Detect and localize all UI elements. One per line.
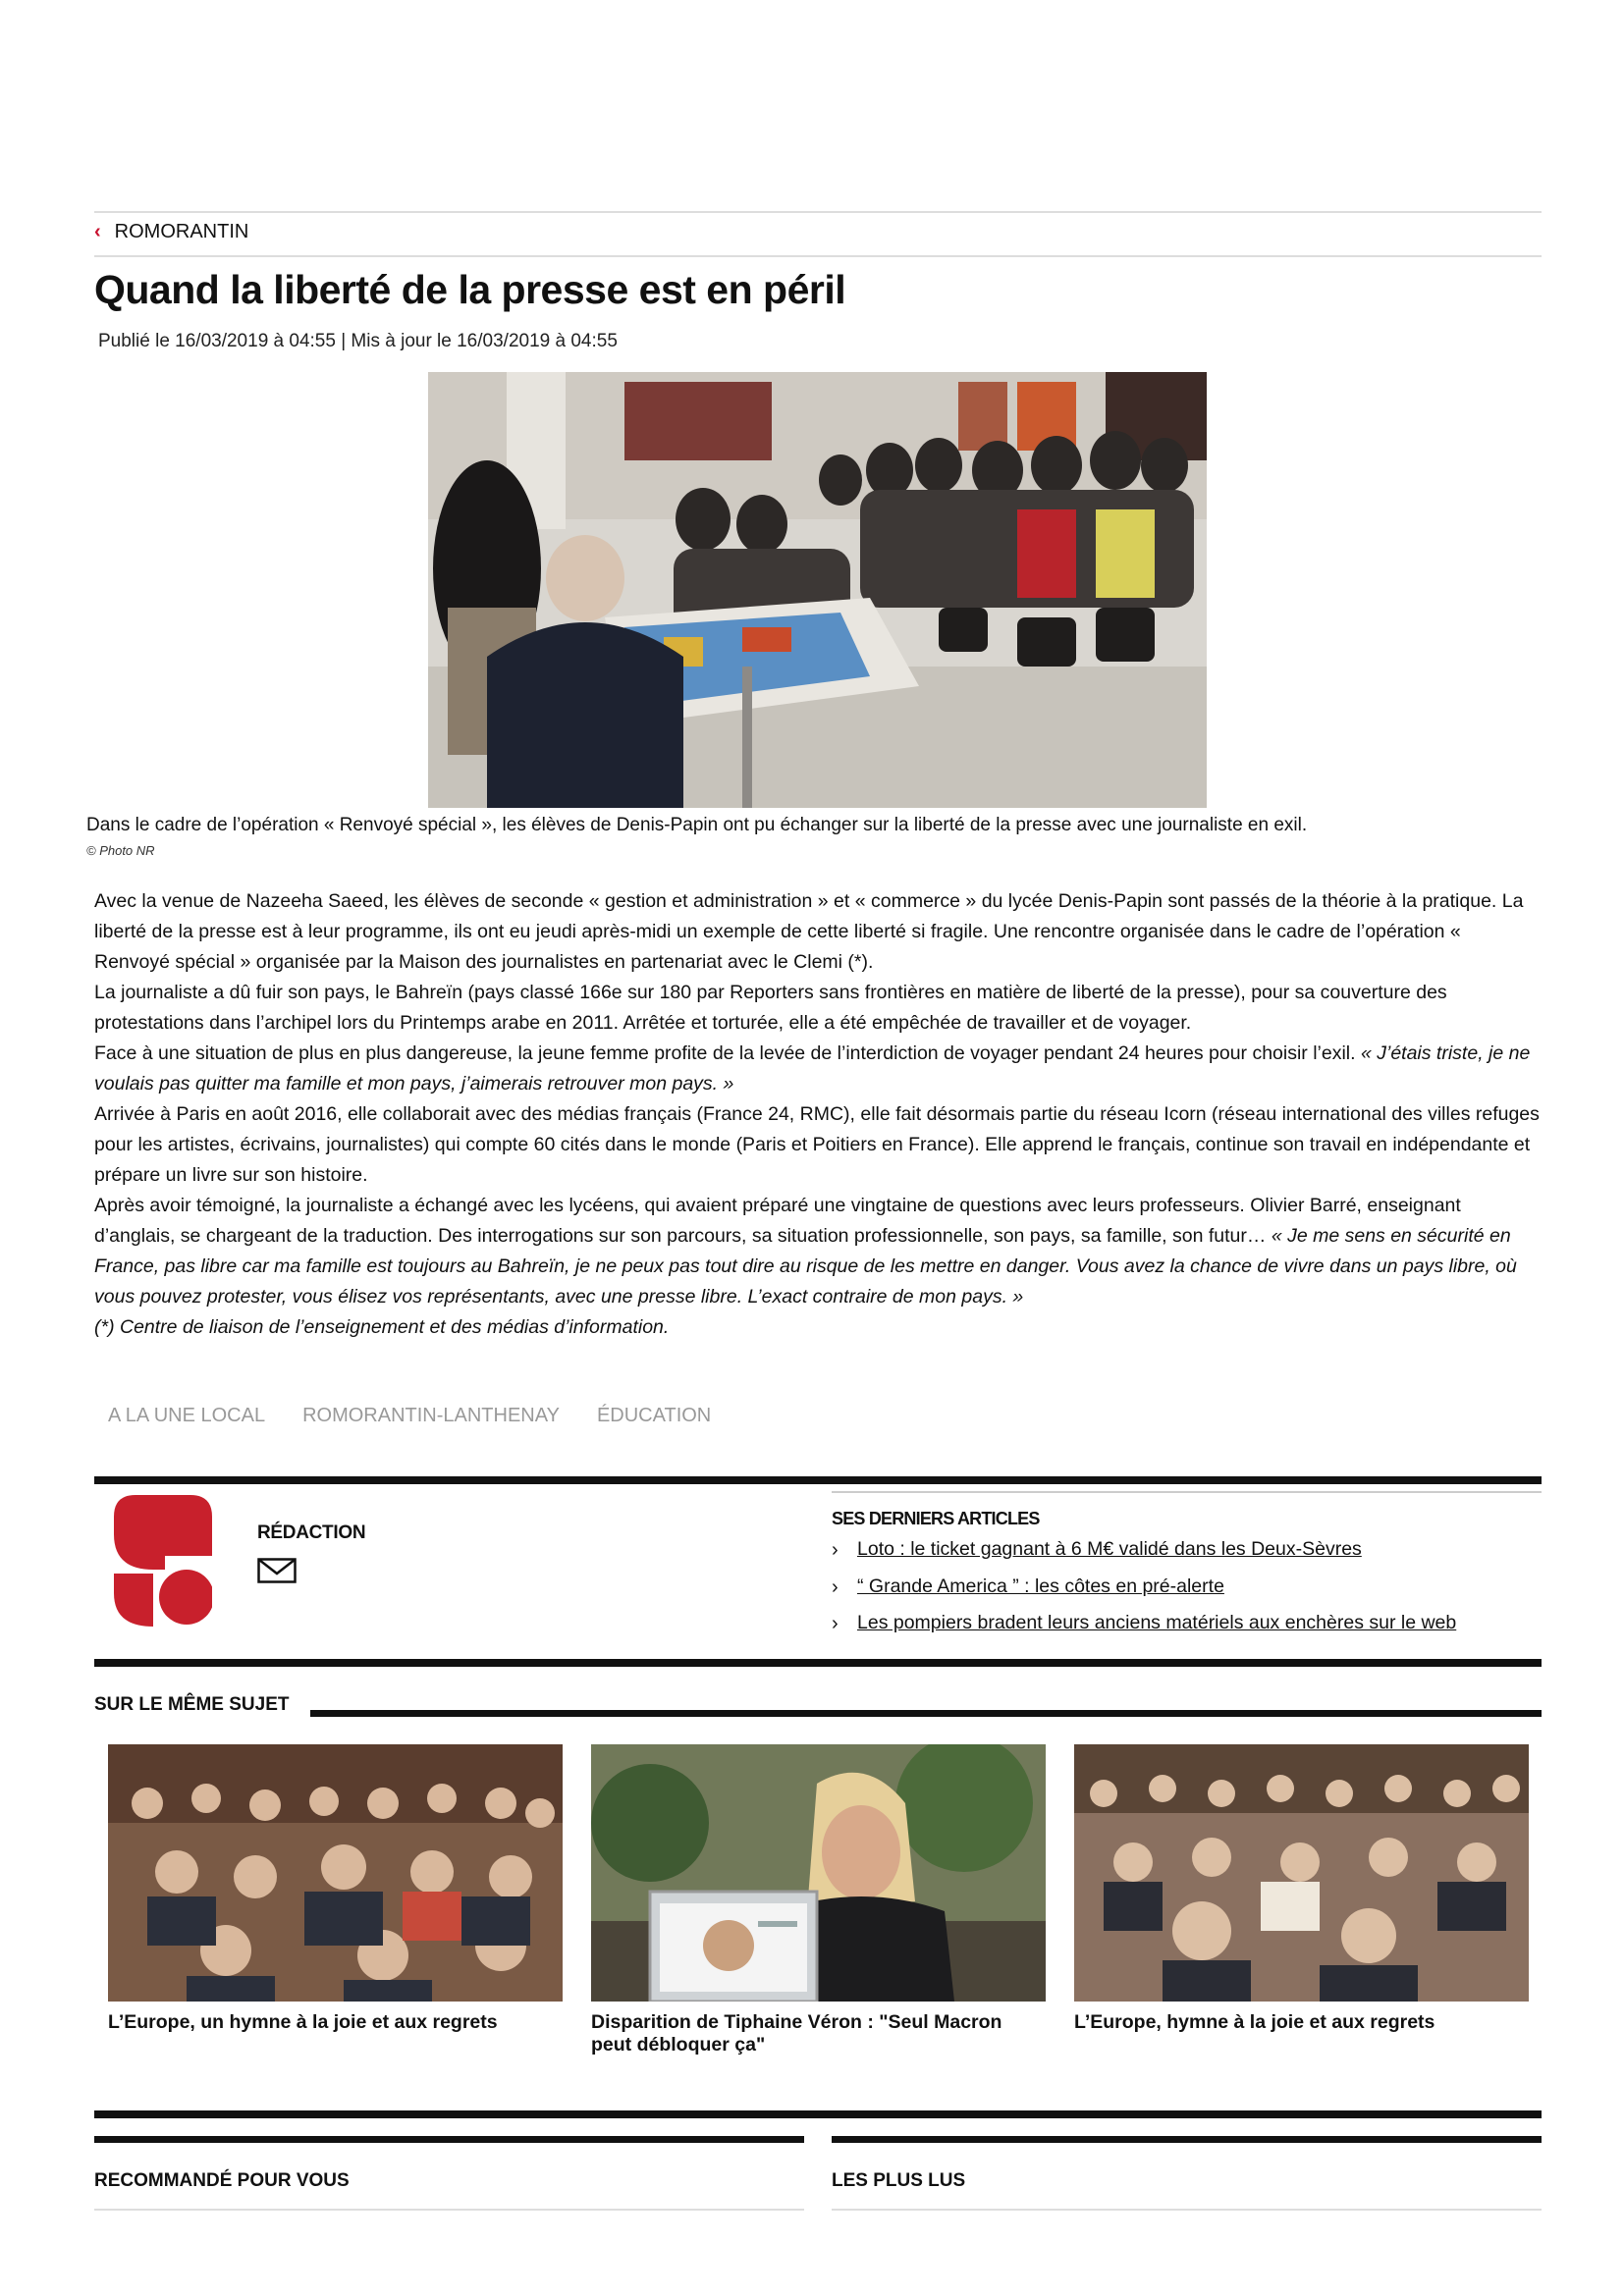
related-image[interactable] — [591, 1744, 1046, 2002]
latest-divider — [832, 1491, 1542, 1493]
related-card[interactable] — [108, 1744, 563, 2034]
chevron-right-icon: › — [832, 1539, 839, 1561]
related-image[interactable] — [108, 1744, 563, 2002]
breadcrumb-divider — [94, 255, 1542, 257]
most-read-bar — [832, 2136, 1542, 2143]
breadcrumb-label: ROMORANTIN — [114, 221, 249, 242]
photo-credit: © Photo NR — [86, 843, 155, 858]
article-meta: Publié le 16/03/2019 à 04:55 | Mis à jour le 16/03/2019 à 04:55 — [98, 331, 618, 351]
paragraph — [94, 1039, 1542, 1099]
paragraph-text: Face à une situation de plus en plus dangereuse, la jeune femme profite de la levée de l’interdiction de voyager pendant 24 heures pour choisir l’exil. — [94, 1042, 1361, 1064]
paragraph: La journaliste a dû fuir son pays, le Bahreïn (pays classé 166e sur 180 par Reporters sans frontières en matière de liberté de la presse), pour sa couverture des protestations dans l’archipel lors du Printemps arabe en 2011. Arrêtée et torturée, elle a été empêchée de travailler et de voyager. — [94, 982, 1447, 1034]
tag-list — [108, 1405, 711, 1427]
tag-link[interactable]: ÉDUCATION — [596, 1405, 712, 1426]
top-divider — [94, 211, 1542, 213]
quote: « Je me sens en sécurité en France, pas libre car ma famille est toujours au Bahreïn, je ne peux pas tout dire au risque de les mettre en danger. Vous avez la chance de vivre dans un pays libre, où vous pouvez protester, vous élisez vos représentants, avec une presse libre. L’exact contraire de mon pays. » — [94, 1225, 1517, 1308]
related-image[interactable] — [1074, 1744, 1529, 2002]
bottom-top-bar — [94, 2110, 1542, 2118]
latest-articles-list — [832, 1538, 1456, 1649]
nr-logo — [114, 1495, 212, 1627]
author-top-bar — [94, 1476, 1542, 1484]
mail-icon[interactable] — [257, 1558, 297, 1583]
chevron-left-icon: ‹ — [94, 221, 101, 242]
photo-caption: Dans le cadre de l’opération « Renvoyé spécial », les élèves de Denis-Papin ont pu échanger sur la liberté de la presse avec une journaliste en exil. — [86, 815, 1308, 835]
same-subject-title: SUR LE MÊME SUJET — [94, 1694, 290, 1715]
article-photo — [428, 372, 1207, 808]
recommended-title: RECOMMANDÉ POUR VOUS — [94, 2170, 350, 2191]
list-item[interactable] — [832, 1575, 1456, 1613]
list-item[interactable] — [832, 1538, 1456, 1575]
same-subject-bar — [310, 1710, 1542, 1717]
paragraph — [94, 1191, 1542, 1312]
paragraph: Avec la venue de Nazeeha Saeed, les élèves de seconde « gestion et administration » et « commerce » du lycée Denis-Papin sont passés de la théorie à la pratique. La liberté de la presse est à leur programme, ils ont eu jeudi après-midi un exemple de cette liberté si fragile. Une rencontre organisée dans le cadre de l’opération « Renvoyé spécial » organisée par la Maison des journalistes en partenariat avec le Clemi (*). — [94, 890, 1524, 973]
footnote: (*) Centre de liaison de l’enseignement et des médias d’information. — [94, 1316, 670, 1338]
article-link[interactable]: “ Grande America ” : les côtes en pré-alerte — [857, 1575, 1224, 1597]
related-title[interactable]: L’Europe, un hymne à la joie et aux regrets — [108, 2011, 498, 2033]
paragraph-text: Après avoir témoigné, la journaliste a échangé avec les lycéens, qui avaient préparé une vingtaine de questions avec leurs professeurs. Olivier Barré, enseignant d’anglais, se chargeant de la traduction. Des interrogations sur son parcours, sa situation professionnelle, son pays, sa famille, son futur… — [94, 1195, 1461, 1247]
most-read-title: LES PLUS LUS — [832, 2170, 966, 2191]
quote: « J’étais triste, je ne voulais pas quitter ma famille et mon pays, j’aimerais retrouver mon pays. » — [94, 1042, 1531, 1095]
tag-link[interactable]: ROMORANTIN-LANTHENAY — [302, 1405, 560, 1426]
paragraph: Arrivée à Paris en août 2016, elle collaborait avec des médias français (France 24, RMC), elle fait désormais partie du réseau Icorn (réseau international des villes refuges pour les artistes, écrivains, journalistes) qui compte 60 cités dans le monde (Paris et Poitiers en France). Elle apprend le français, continue son travail en indépendante et prépare un livre sur son histoire. — [94, 1103, 1540, 1186]
tag-link[interactable]: A LA UNE LOCAL — [108, 1405, 266, 1426]
chevron-right-icon: › — [832, 1575, 839, 1598]
author-bottom-bar — [94, 1659, 1542, 1667]
chevron-right-icon: › — [832, 1613, 839, 1634]
article-title: Quand la liberté de la presse est en péril — [94, 267, 846, 312]
article-body — [94, 886, 1542, 1343]
article-link[interactable]: Les pompiers bradent leurs anciens matériels aux enchères sur le web — [857, 1612, 1457, 1633]
author-name[interactable]: RÉDACTION — [257, 1522, 366, 1543]
recommended-bar — [94, 2136, 804, 2143]
most-read-divider — [832, 2209, 1542, 2211]
latest-articles-title: SES DERNIERS ARTICLES — [832, 1509, 1040, 1528]
related-card[interactable] — [591, 1744, 1046, 2056]
related-card[interactable] — [1074, 1744, 1529, 2034]
article-link[interactable]: Loto : le ticket gagnant à 6 M€ validé dans les Deux-Sèvres — [857, 1538, 1362, 1560]
recommended-divider — [94, 2209, 804, 2211]
related-title[interactable]: Disparition de Tiphaine Véron : "Seul Macron peut débloquer ça" — [591, 2011, 1002, 2056]
related-title[interactable]: L’Europe, hymne à la joie et aux regrets — [1074, 2011, 1435, 2033]
breadcrumb[interactable] — [94, 221, 248, 243]
list-item[interactable] — [832, 1612, 1456, 1649]
